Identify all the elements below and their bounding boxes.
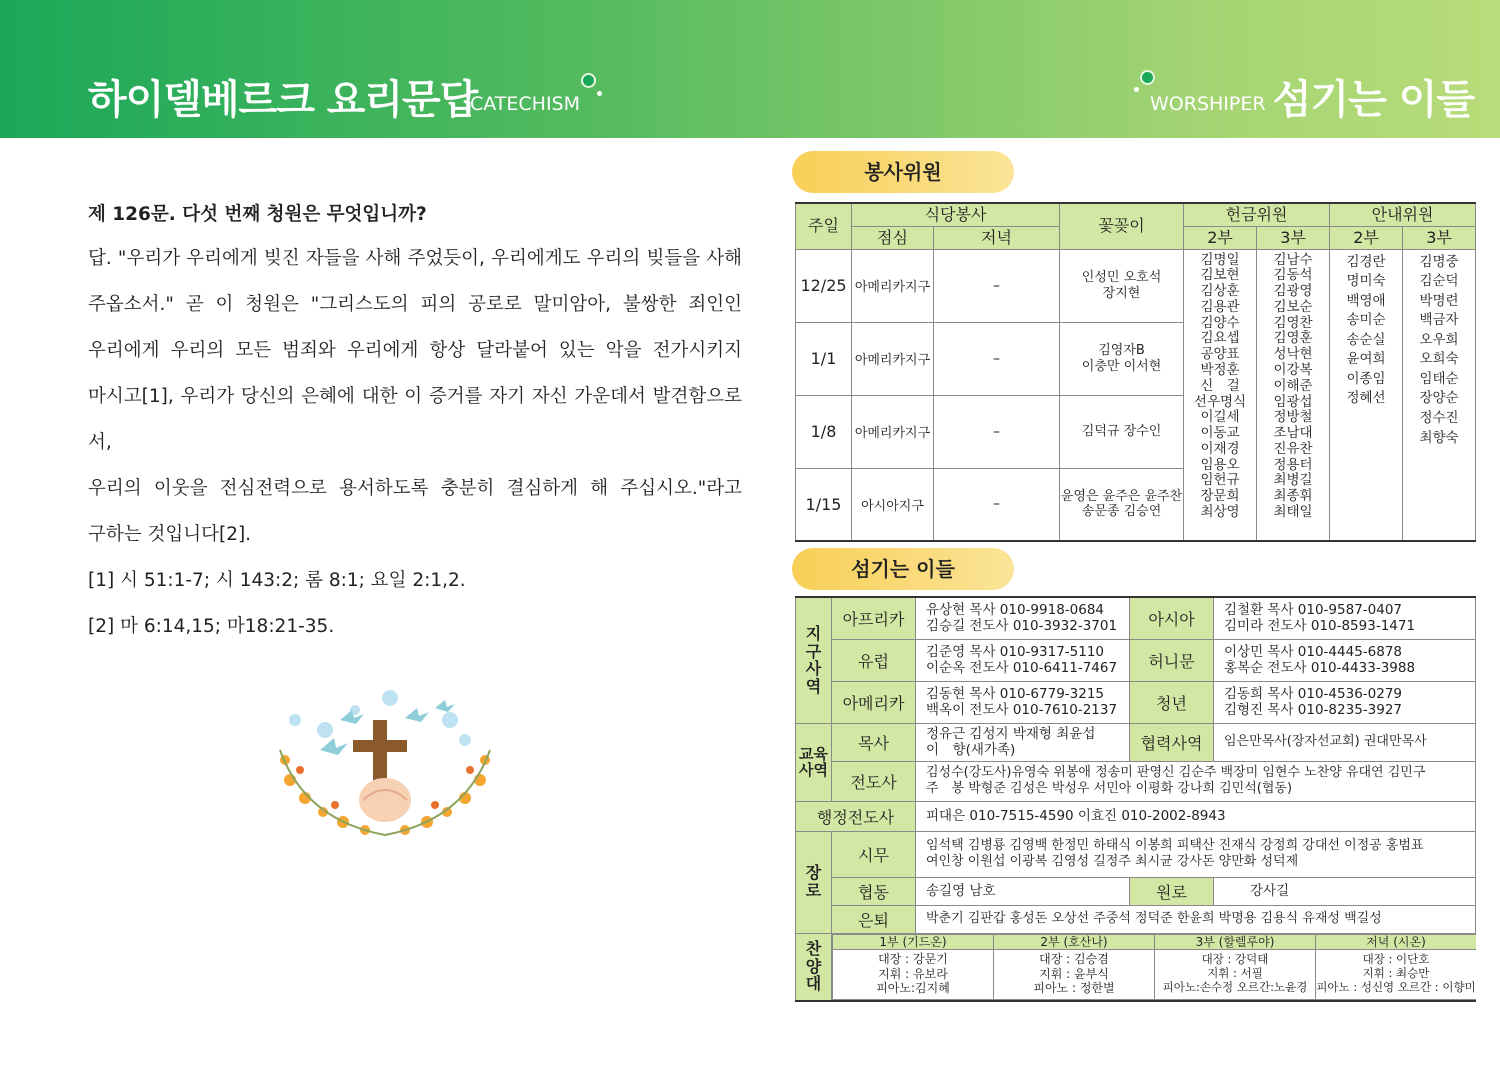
table-row — [796, 597, 1476, 639]
choir-label: 찬 양 대 — [796, 933, 832, 1001]
decor-dot-small-icon — [597, 91, 602, 96]
choir-name: 2부 (호산나) — [994, 934, 1155, 949]
choir-info: 대장 : 강덕태 지휘 : 서필 피아노:손수정 오르간:노윤경 — [1155, 949, 1316, 999]
answer-line: 답. "우리가 우리에게 빚진 자들을 사해 주었듯이, 우리에게도 우리의 빚들을 사해 — [88, 248, 742, 269]
row-date: 1/8 — [796, 395, 852, 468]
header-guide-part3: 3부 — [1403, 226, 1476, 249]
row-lunch: 아시아지구 — [852, 468, 934, 541]
header-offering-part3: 3부 — [1257, 226, 1330, 249]
choir-table — [832, 934, 1476, 1000]
catechism-body — [88, 200, 742, 650]
row-lunch: 아메리카지구 — [852, 249, 934, 322]
decor-dot-icon — [581, 73, 596, 88]
row-flowers: 윤영은 윤주은 윤주찬 송문종 김승연 — [1060, 468, 1184, 541]
header-offering: 헌금위원 — [1184, 203, 1330, 226]
evangelist-info: 김성수(강도사)유영숙 위봉애 정송미 판영신 김순주 백장미 임현수 노찬양 유대연 김민구 주 봉 박형준 김성은 박성우 서민아 이평화 강나희 김민석(협동) — [916, 761, 1476, 801]
district-info: 유상현 목사 010-9918-0684 김승길 전도사 010-3932-3701 — [916, 597, 1130, 639]
district-name: 아프리카 — [832, 597, 916, 639]
servants-table — [795, 596, 1476, 1002]
district-info: 김철환 목사 010-9587-0407 김미라 전도사 010-8593-1471 — [1214, 597, 1476, 639]
retired-elder-info: 박춘기 김판갑 홍성돈 오상선 주중석 정덕준 한윤희 박명용 김용식 유재성 백길성 — [916, 905, 1476, 933]
evangelist-label: 전도사 — [832, 761, 916, 801]
table-row — [796, 723, 1476, 761]
cross-praying-hands-illustration — [265, 680, 505, 850]
row-flowers: 김덕규 장수인 — [1060, 395, 1184, 468]
answer-line: 구하는 것입니다[2]. — [88, 524, 252, 545]
catechism-ref-2: [2] 마 6:14,15; 마18:21-35. — [88, 616, 335, 637]
table-row — [796, 933, 1476, 1001]
choir-info: 대장 : 이단호 지휘 : 최승만 피아노 : 성신영 오르간 : 이향미 — [1316, 949, 1476, 999]
pastor-label: 목사 — [832, 723, 916, 761]
district-info: 이상민 목사 010-4445-6878 홍복순 전도사 010-4433-3988 — [1214, 639, 1476, 681]
row-flowers: 인성민 오호석 장지현 — [1060, 249, 1184, 322]
row-date: 1/15 — [796, 468, 852, 541]
header-dining: 식당봉사 — [852, 203, 1060, 226]
district-name: 허니문 — [1130, 639, 1214, 681]
catechism-subtitle: CATECHISM — [470, 93, 581, 115]
table-row — [796, 905, 1476, 933]
row-flowers: 김영자B 이충만 이서현 — [1060, 322, 1184, 395]
answer-line: 우리에게 우리의 모든 범죄와 우리에게 항상 달라붙어 있는 악을 전가시키지 — [88, 340, 742, 361]
answer-line: 우리의 이웃을 전심전력으로 용서하도록 충분히 결심하게 해 주십시오."라고 — [88, 478, 742, 499]
row-dinner: – — [934, 395, 1060, 468]
district-name: 아메리카 — [832, 681, 916, 723]
praying-hands-icon — [359, 778, 411, 822]
servants-section-title: 섬기는 이들 — [792, 548, 1014, 590]
coop-info: 임은만목사(장자선교회) 권대만목사 — [1214, 723, 1476, 761]
catechism-question: 제 126문. 다섯 번째 청원은 무엇입니까? — [88, 204, 427, 225]
retired-elder-label: 은퇴 — [832, 905, 916, 933]
district-name: 청년 — [1130, 681, 1214, 723]
district-label: 지 구 사 역 — [796, 597, 832, 723]
district-info: 김동희 목사 010-4536-0279 김형진 목사 010-8235-3927 — [1214, 681, 1476, 723]
table-row — [796, 877, 1476, 905]
admin-info: 피대은 010-7515-4590 이효진 010-2002-8943 — [916, 801, 1476, 831]
table-row — [796, 639, 1476, 681]
admin-label: 행정전도사 — [796, 801, 916, 831]
decor-dot-small-icon — [1134, 87, 1139, 92]
pastor-info: 정유근 김성지 박재형 최윤섭 이 향(새가족) — [916, 723, 1130, 761]
table-row — [796, 761, 1476, 801]
coop-label: 협력사역 — [1130, 723, 1214, 761]
elder-label: 장 로 — [796, 831, 832, 933]
row-dinner: – — [934, 249, 1060, 322]
table-row — [796, 801, 1476, 831]
edu-label: 교육 사역 — [796, 723, 832, 801]
catechism-ref-1: [1] 시 51:1-7; 시 143:2; 롬 8:1; 요일 2:1,2. — [88, 570, 466, 591]
choir-info: 대장 : 강문기 지휘 : 유보라 피아노:김지혜 — [833, 949, 994, 999]
table-row — [796, 681, 1476, 723]
header-day: 주일 — [796, 203, 852, 249]
header-guide-part2: 2부 — [1330, 226, 1403, 249]
offering-part3-names: 김남수 김동석 김광영 김보순 김영찬 김영훈 성낙현 이강복 이해준 임광섭 정방철 조남대 진유찬 정용터 최병길 최종휘 최태일 — [1257, 249, 1330, 541]
assoc-elder-label: 협동 — [832, 877, 916, 905]
catechism-title: 하이델베르크 요리문답 — [88, 77, 478, 123]
catechism-answer — [88, 236, 742, 558]
answer-line: 주옵소서." 곧 이 청원은 "그리스도의 피의 공로로 말미암아, 불쌍한 죄인인 — [88, 294, 742, 315]
decor-dot-icon — [1140, 70, 1155, 85]
worshiper-title: 섬기는 이들 — [1272, 77, 1474, 123]
assoc-elder-info: 송길영 남호 — [916, 877, 1130, 905]
row-dinner: – — [934, 322, 1060, 395]
header-offering-part2: 2부 — [1184, 226, 1257, 249]
choir-name: 3부 (할렐루야) — [1155, 934, 1316, 949]
district-info: 김동현 목사 010-6779-3215 백옥이 전도사 010-7610-2137 — [916, 681, 1130, 723]
header-dinner: 저녁 — [934, 226, 1060, 249]
choir-name: 저녁 (시온) — [1316, 934, 1476, 949]
active-elder-label: 시무 — [832, 831, 916, 877]
offering-part2-names: 김명일 김보현 김상훈 김용관 김양수 김요셉 공양표 박정훈 신 걸 선우명식 이길세 이동교 이재경 임용오 임헌규 장문희 최상영 — [1184, 249, 1257, 541]
volunteers-section-title: 봉사위원 — [792, 151, 1014, 193]
district-name: 아시아 — [1130, 597, 1214, 639]
header-flowers: 꽃꽂이 — [1060, 203, 1184, 249]
header-guide: 안내위원 — [1330, 203, 1476, 226]
district-name: 유럽 — [832, 639, 916, 681]
choir-name: 1부 (기드온) — [833, 934, 994, 949]
guide-part3-names: 김명중 김순덕 박명련 백금자 오우희 오희숙 임태순 장양순 정수진 최향숙 — [1403, 249, 1476, 541]
active-elder-info: 임석택 김병룡 김영백 한정민 하태식 이봉희 피택산 진재식 강정희 강대선 이정공 홍범표 여인창 이원섭 이광복 김영성 길정주 최시균 강사돈 양만화 성덕제 — [916, 831, 1476, 877]
row-dinner: – — [934, 468, 1060, 541]
volunteers-table — [795, 202, 1476, 542]
worshiper-subtitle: WORSHIPER — [1150, 93, 1266, 115]
emeritus-pastor-info: 강사길 — [1214, 877, 1476, 905]
row-date: 1/1 — [796, 322, 852, 395]
emeritus-pastor-label: 원로 — [1130, 877, 1214, 905]
row-lunch: 아메리카지구 — [852, 322, 934, 395]
table-row — [796, 249, 1476, 322]
row-date: 12/25 — [796, 249, 852, 322]
answer-line: 마시고[1], 우리가 당신의 은혜에 대한 이 증거를 자기 자신 가운데서 발견함으로서, — [88, 386, 742, 453]
header-banner — [0, 0, 1500, 138]
district-info: 김준영 목사 010-9317-5110 이순옥 전도사 010-6411-7467 — [916, 639, 1130, 681]
header-lunch: 점심 — [852, 226, 934, 249]
table-row — [796, 831, 1476, 877]
guide-part2-names: 김경란 명미숙 백영애 송미순 송순실 윤여희 이종임 정혜선 — [1330, 249, 1403, 541]
row-lunch: 아메리카지구 — [852, 395, 934, 468]
choir-info: 대장 : 김승겸 지휘 : 윤부식 피아노 : 정한별 — [994, 949, 1155, 999]
